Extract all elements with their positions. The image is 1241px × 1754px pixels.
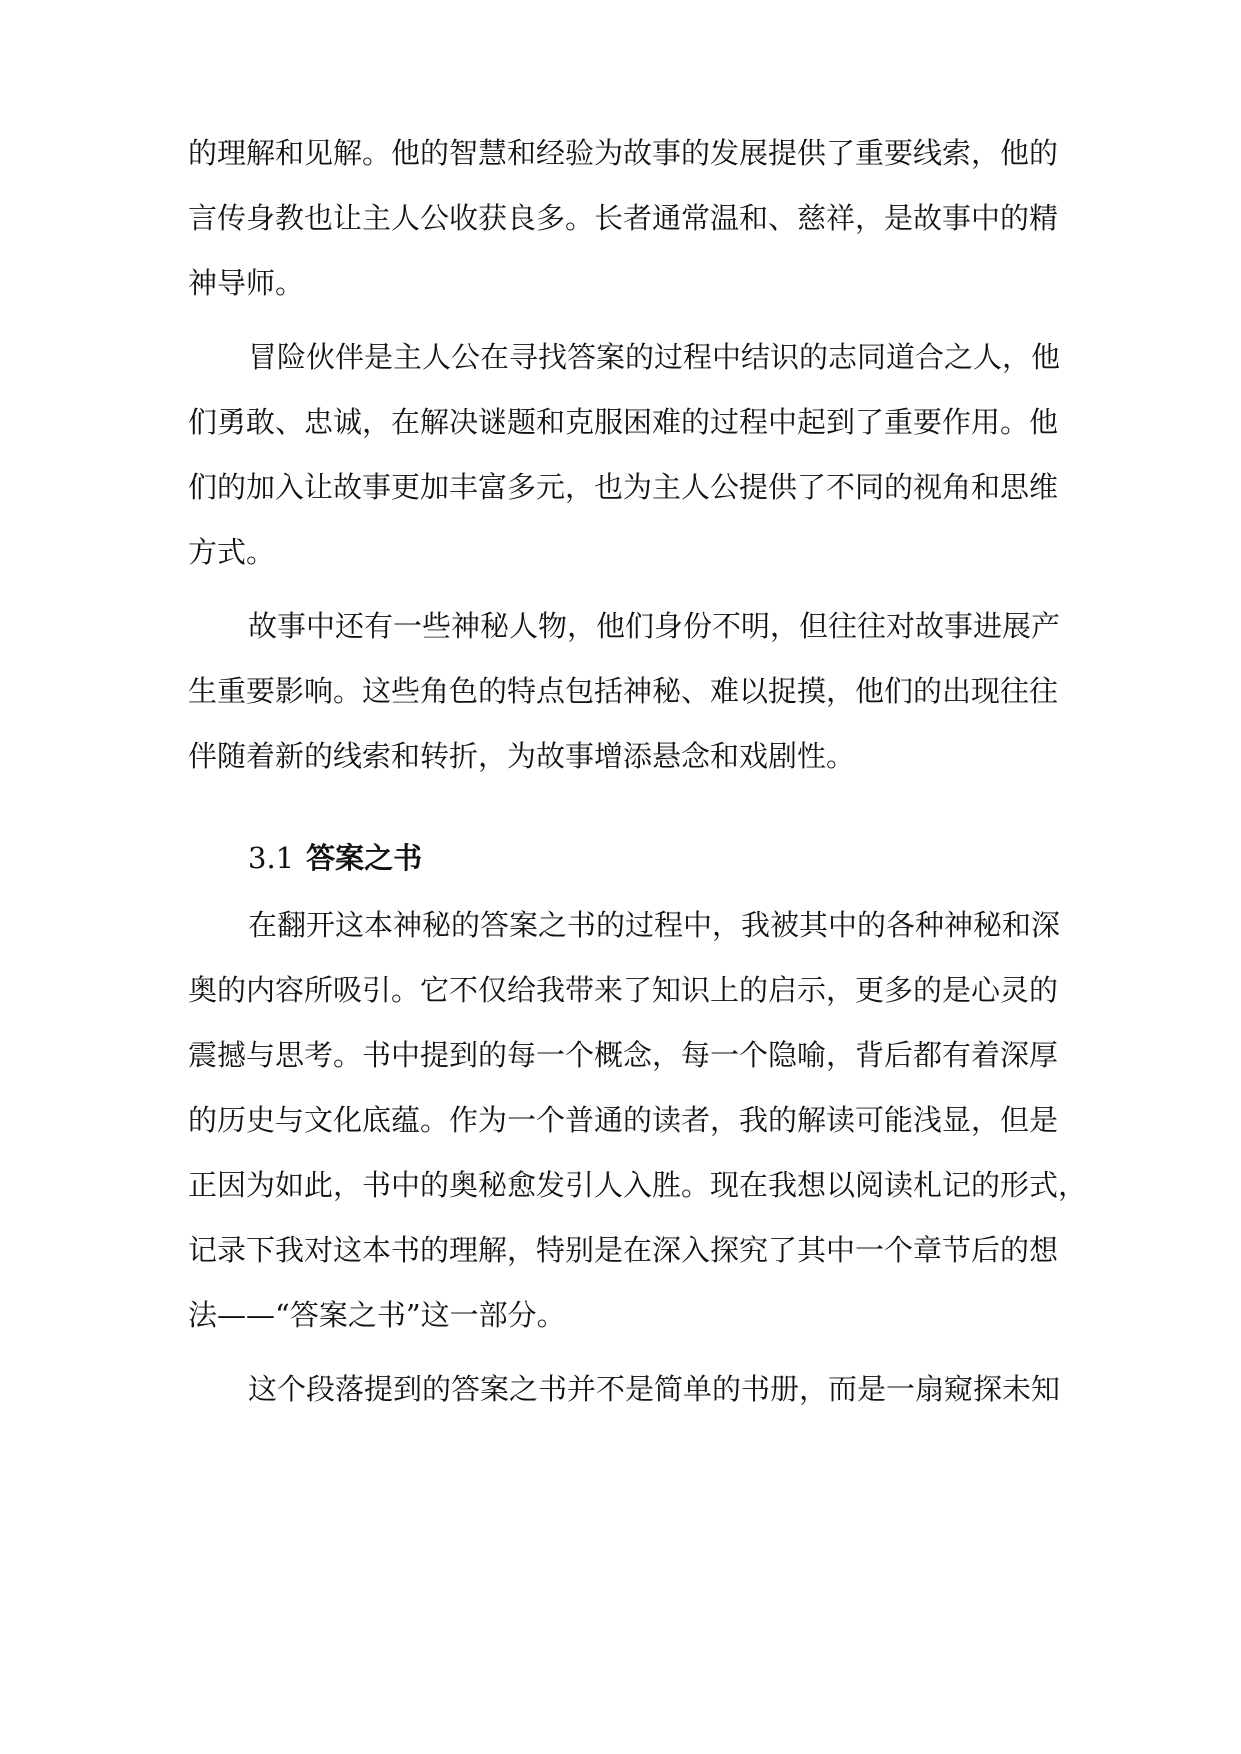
- paragraph-line: 正因为如此，书中的奥秘愈发引人入胜。现在我想以阅读札记的形式，: [188, 1168, 1088, 1202]
- section-title: 答案之书: [306, 841, 423, 875]
- paragraph-line: 故事中还有一些神秘人物，他们身份不明，但往往对故事进展产: [248, 609, 1061, 643]
- paragraph-line: 的历史与文化底蕴。作为一个普通的读者，我的解读可能浅显，但是: [188, 1103, 1059, 1137]
- paragraph-line: 言传身教也让主人公收获良多。长者通常温和、慈祥，是故事中的精: [188, 201, 1059, 235]
- paragraph-line: 冒险伙伴是主人公在寻找答案的过程中结识的志同道合之人，他: [248, 340, 1061, 374]
- paragraph-line: 神导师。: [188, 266, 305, 300]
- paragraph-line: 方式。: [188, 535, 276, 569]
- section-heading: [248, 840, 422, 876]
- section-number: 3.1: [248, 841, 295, 875]
- paragraph-line: 生重要影响。这些角色的特点包括神秘、难以捉摸，他们的出现往往: [188, 674, 1059, 708]
- paragraph-line: 法——“答案之书”这一部分。: [188, 1298, 566, 1332]
- paragraph-line: 在翻开这本神秘的答案之书的过程中，我被其中的各种神秘和深: [248, 908, 1061, 942]
- paragraph-line: 奥的内容所吸引。它不仅给我带来了知识上的启示，更多的是心灵的: [188, 973, 1059, 1007]
- paragraph-line: 这个段落提到的答案之书并不是简单的书册，而是一扇窥探未知: [248, 1372, 1061, 1406]
- paragraph-line: 的理解和见解。他的智慧和经验为故事的发展提供了重要线索，他的: [188, 136, 1059, 170]
- paragraph-line: 伴随着新的线索和转折，为故事增添悬念和戏剧性。: [188, 739, 856, 773]
- paragraph-line: 记录下我对这本书的理解，特别是在深入探究了其中一个章节后的想: [188, 1233, 1059, 1267]
- paragraph-line: 震撼与思考。书中提到的每一个概念，每一个隐喻，背后都有着深厚: [188, 1038, 1059, 1072]
- paragraph-line: 们的加入让故事更加丰富多元，也为主人公提供了不同的视角和思维: [188, 470, 1059, 504]
- paragraph-line: 们勇敢、忠诚，在解决谜题和克服困难的过程中起到了重要作用。他: [188, 405, 1059, 439]
